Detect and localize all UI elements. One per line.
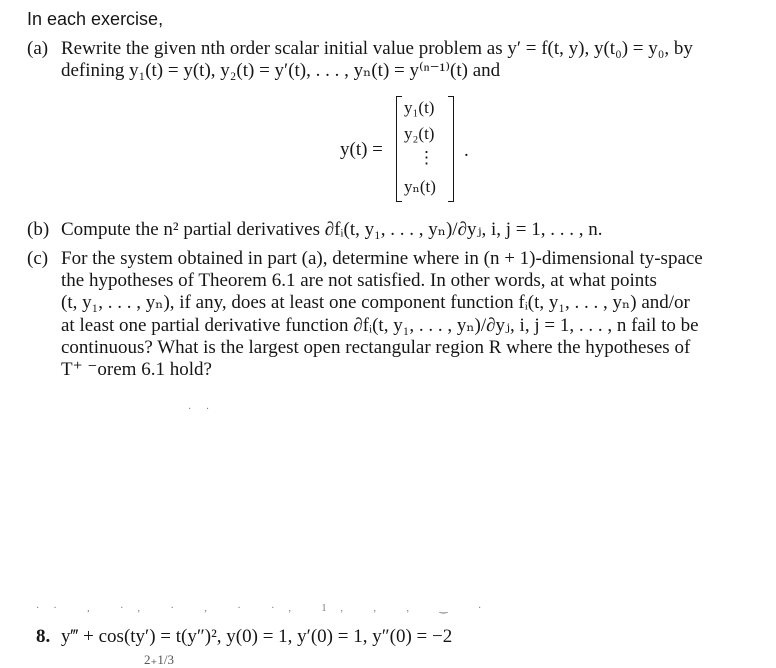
- vector-period: .: [464, 140, 469, 161]
- exercise-8: [36, 626, 452, 648]
- part-a-line-1: [27, 38, 693, 60]
- column-vector: [396, 96, 454, 202]
- part-b-line-1: [27, 219, 603, 241]
- vector-entry-n: yₙ(t): [404, 177, 436, 196]
- part-a-line-2: defining y₁(t) = y(t), y₂(t) = y′(t), . . . , yₙ(t) = y⁽ⁿ⁻¹⁾(t) and: [61, 60, 501, 81]
- part-b-text-1: Compute the n² partial derivatives ∂fᵢ(t, y₁, . . . , yₙ)/∂yⱼ, i, j = 1, . . . , n.: [61, 219, 603, 240]
- part-c-text-1: For the system obtained in part (a), determine where in (n + 1)-dimensional ty-space: [61, 248, 703, 269]
- left-bracket: [396, 96, 402, 202]
- scan-artifact-cut-line: ·· , ·, · , · ·, 1, , , ‿ ·: [36, 603, 496, 614]
- scan-artifact-mark: · ·: [188, 404, 216, 415]
- exercise-8-number: 8.: [36, 626, 51, 647]
- cut-off-text-fragment: 2₊1/3: [144, 652, 174, 667]
- part-c-line-5: continuous? What is the largest open rectangular region R where the hypotheses of: [61, 337, 691, 358]
- part-a-text-1: Rewrite the given nth order scalar initial value problem as y′ = f(t, y), y(t₀) = y₀, by: [61, 38, 693, 59]
- right-bracket: [448, 96, 454, 202]
- part-a-label: (a): [27, 38, 49, 59]
- part-c-line-4: at least one partial derivative function ∂fᵢ(t, y₁, . . . , yₙ)/∂yⱼ, i, j = 1, . . . , n fail to be: [61, 315, 699, 336]
- exercise-8-equation: y‴ + cos(ty′) = t(y″)², y(0) = 1, y′(0) = 1, y″(0) = −2: [61, 626, 453, 647]
- part-c-label: (c): [27, 248, 49, 269]
- intro-text: In each exercise,: [27, 9, 164, 29]
- part-c-line-6: T⁺ ⁻orem 6.1 hold?: [61, 359, 212, 380]
- vector-entry-vdots: ⋮: [418, 148, 435, 167]
- part-b-label: (b): [27, 219, 50, 240]
- vector-entry-1: y₁(t): [404, 98, 435, 117]
- part-c-line-3: (t, y₁, . . . , yₙ), if any, does at least one component function fᵢ(t, y₁, . . . , yₙ) and/or: [61, 292, 690, 313]
- vector-label: y(t) =: [340, 139, 383, 160]
- part-c-line-1: [27, 248, 703, 270]
- vector-entry-2: y₂(t): [404, 124, 435, 143]
- part-c-line-2: the hypotheses of Theorem 6.1 are not satisfied. In other words, at what points: [61, 270, 657, 291]
